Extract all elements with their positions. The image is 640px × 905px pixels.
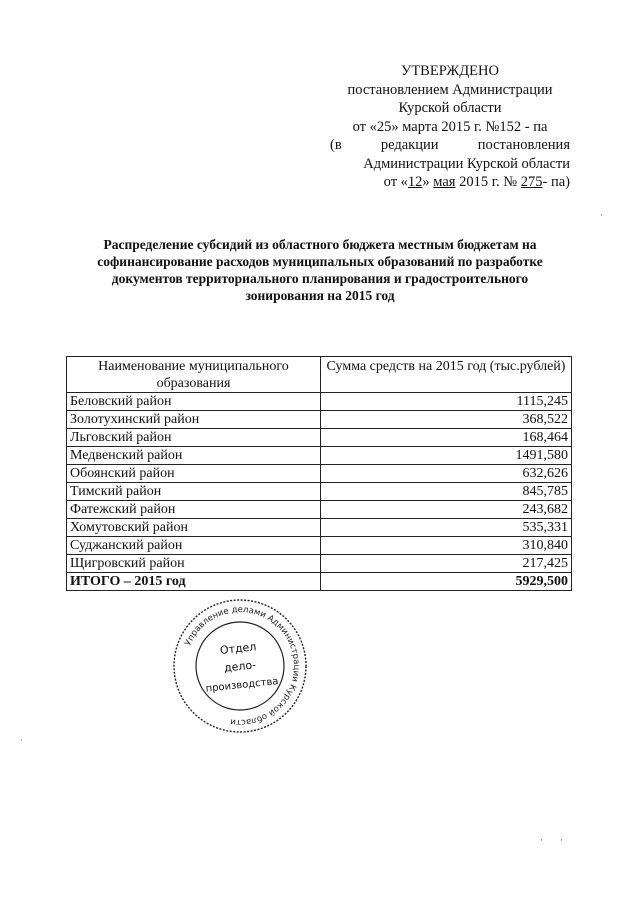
subsidy-table: [66, 356, 572, 591]
header-municipality: Наименование муниципального образования: [67, 357, 321, 393]
table-row: [67, 429, 572, 447]
total-row: [67, 573, 572, 591]
approval-line-2: Курской области: [398, 100, 502, 116]
row-value: 535,331: [321, 519, 572, 537]
approval-date-sep: »: [422, 174, 434, 190]
table-row: [67, 393, 572, 411]
total-label: ИТОГО – 2015 год: [67, 573, 321, 591]
row-value: 845,785: [321, 483, 572, 501]
approval-edit-word-3: постановления: [477, 137, 570, 153]
stamp-line-3: производства: [205, 676, 279, 695]
stamp-line-2: дело-: [223, 658, 257, 675]
table-row: [67, 537, 572, 555]
approval-date-prefix: от «: [383, 174, 408, 190]
scan-speck: ·: [600, 210, 603, 220]
approval-suffix: - па): [542, 174, 570, 190]
table-row: [67, 501, 572, 519]
approval-edit-word-2: редакции: [380, 137, 439, 153]
scan-speck: ·: [540, 835, 543, 845]
title-line-2: софинансирование расходов муниципальных образований по разработке: [97, 254, 543, 269]
approval-line-1: постановлением Администрации: [347, 81, 553, 98]
row-value: 243,682: [321, 501, 572, 519]
header-amount: Сумма средств на 2015 год (тыс.рублей): [321, 357, 572, 393]
row-name: Беловский район: [67, 393, 321, 411]
approval-edit-line: [330, 136, 570, 155]
row-name: Суджанский район: [67, 537, 321, 555]
title-line-1: Распределение субсидий из областного бюджета местным бюджетам на: [103, 237, 537, 252]
approval-heading: УТВЕРЖДЕНО: [401, 63, 499, 79]
row-name: Щигровский район: [67, 555, 321, 573]
row-name: Медвенский район: [67, 447, 321, 465]
table-row: [67, 447, 572, 465]
table-row: [67, 483, 572, 501]
row-name: Тимский район: [67, 483, 321, 501]
row-name: Фатежский район: [67, 501, 321, 519]
table-header-row: [67, 357, 572, 393]
table-row: [67, 465, 572, 483]
approval-line-6: [330, 173, 570, 192]
title-line-3: документов территориального планирования и градостроительного: [111, 271, 529, 286]
table-row: [67, 555, 572, 573]
row-name: Хомутовский район: [67, 519, 321, 537]
stamp-line-1: Отдел: [219, 640, 257, 657]
table-row: [67, 411, 572, 429]
approval-line-3: от «25» марта 2015 г. №152 - па: [352, 118, 548, 135]
approval-day: 12: [407, 174, 423, 190]
approval-year: 2015 г. №: [455, 174, 521, 190]
row-value: 217,425: [321, 555, 572, 573]
office-stamp: [170, 596, 310, 736]
title-line-4: зонирования на 2015 год: [245, 288, 395, 303]
scan-speck: ·: [20, 735, 23, 745]
approval-line-5: Администрации Курской области: [363, 155, 570, 172]
approval-month: мая: [433, 174, 456, 190]
row-value: 310,840: [321, 537, 572, 555]
row-name: Льговский район: [67, 429, 321, 447]
row-value: 1491,580: [321, 447, 572, 465]
approval-number: 275: [520, 174, 543, 190]
table-row: [67, 519, 572, 537]
row-name: Золотухинский район: [67, 411, 321, 429]
row-value: 1115,245: [321, 393, 572, 411]
row-value: 168,464: [321, 429, 572, 447]
approval-edit-word-1: (в: [330, 137, 342, 153]
total-value: 5929,500: [321, 573, 572, 591]
row-value: 632,626: [321, 465, 572, 483]
scan-speck: ·: [560, 835, 563, 845]
row-value: 368,522: [321, 411, 572, 429]
row-name: Обоянский район: [67, 465, 321, 483]
approval-block: [330, 62, 570, 192]
document-title: [70, 236, 570, 304]
stamp-ring-text: Управление делами Администрации Курской области: [183, 604, 302, 728]
